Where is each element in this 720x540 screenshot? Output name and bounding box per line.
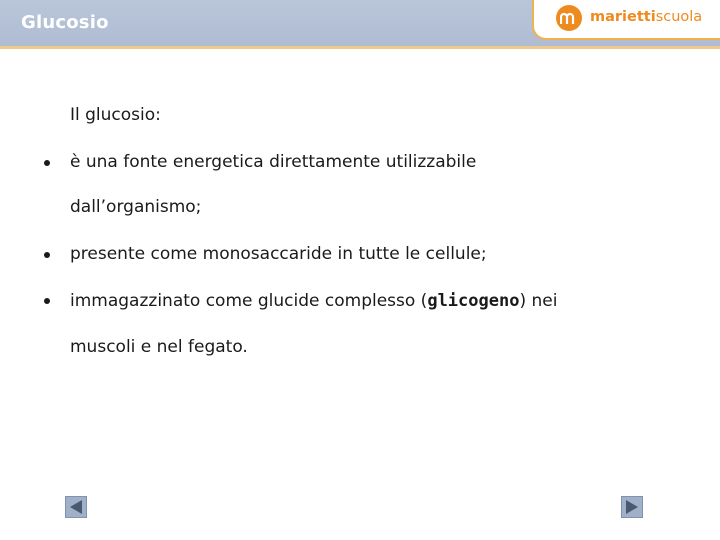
logo-text-bold: marietti [590, 9, 656, 25]
triangle-right-icon [625, 500, 639, 514]
bullet-dot [44, 298, 50, 304]
previous-slide-button[interactable] [65, 496, 87, 518]
bullet-1-line-2: dall’organismo; [70, 197, 202, 217]
bullet-3-line-1 [70, 291, 557, 311]
header-divider [0, 46, 720, 49]
next-slide-button[interactable] [621, 496, 643, 518]
bullet-3-line-2: muscoli e nel fegato. [70, 337, 248, 357]
bullet-3-text-before: immagazzinato come glucide complesso ( [70, 291, 428, 311]
bullet-dot [44, 160, 50, 166]
bullet-2-line-1: presente come monosaccaride in tutte le cellule; [70, 244, 487, 264]
slide-title: Glucosio [21, 12, 109, 33]
triangle-left-icon [69, 500, 83, 514]
bullet-1-line-1: è una fonte energetica direttamente utilizzabile [70, 152, 477, 172]
bullet-dot [44, 252, 50, 258]
publisher-logo [532, 0, 720, 40]
logo-mark-icon [556, 5, 582, 31]
intro-text: Il glucosio: [70, 105, 161, 125]
logo-text [590, 9, 702, 25]
glicogeno-term: glicogeno [427, 291, 520, 311]
logo-text-light: scuola [655, 9, 703, 25]
bullet-3-text-after: ) nei [519, 291, 558, 311]
